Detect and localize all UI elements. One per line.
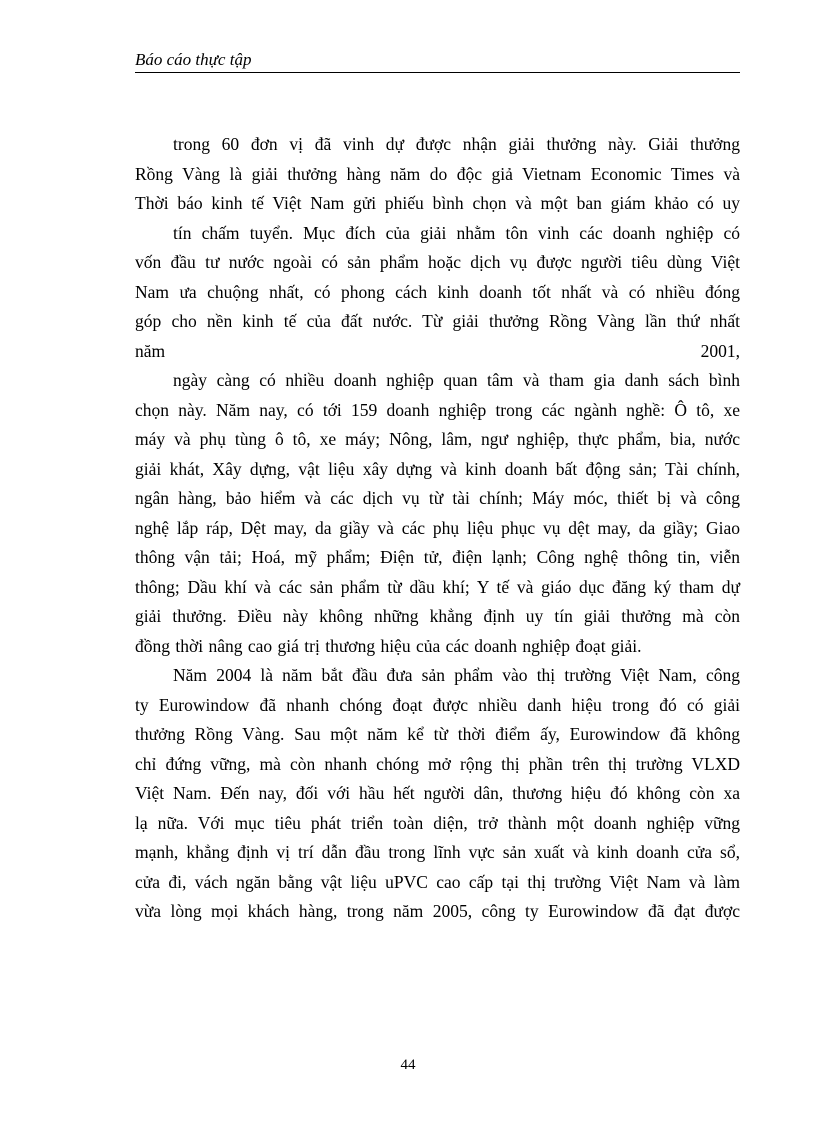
text-line: vốn đầu tư nước ngoài có sản phẩm hoặc dịch vụ được người tiêu dùng Việt (135, 252, 740, 272)
text-line: góp cho nền kinh tế của đất nước. Từ giải thưởng Rồng Vàng lần thứ nhất (135, 311, 740, 331)
text-line: năm 2001, (135, 340, 740, 361)
text-line: máy và phụ tùng ô tô, xe máy; Nông, lâm, ngư nghiệp, thực phẩm, bia, nước (135, 429, 740, 449)
text-line: chỉ đứng vững, mà còn nhanh chóng mở rộng thị phần trên thị trường VLXD (135, 753, 740, 774)
text-line: ngân hàng, bảo hiểm và các dịch vụ từ tài chính; Máy móc, thiết bị và công (135, 488, 740, 508)
text-line: Rồng Vàng là giải thưởng hàng năm do độc giả Vietnam Economic Times và (135, 163, 740, 184)
text-line: chọn này. Năm nay, có tới 159 doanh nghiệp trong các ngành nghề: Ô tô, xe (135, 399, 740, 420)
text-line: mạnh, khẳng định vị trí dẫn đầu trong lĩnh vực sản xuất và kinh doanh cửa sổ, (135, 842, 740, 862)
text-line: ty Eurowindow đã nhanh chóng đoạt được nhiều danh hiệu trong đó có giải (135, 694, 740, 715)
page-header (135, 50, 740, 73)
text-line: nghệ lắp ráp, Dệt may, da giầy và các phụ liệu phục vụ dệt may, da giầy; Giao (135, 517, 740, 538)
text-line: ngày càng có nhiều doanh nghiệp quan tâm và tham gia danh sách bình (173, 370, 740, 390)
text-line: thông; Dầu khí và các sản phẩm từ dầu khí; Y tế và giáo dục đăng ký tham dự (135, 576, 740, 597)
text-line: Thời báo kinh tế Việt Nam gửi phiếu bình chọn và một ban giám khảo có uy (135, 193, 740, 213)
text-line: cửa đi, vách ngăn bằng vật liệu uPVC cao cấp tại thị trường Việt Nam và làm (135, 871, 740, 892)
text-line: giải khát, Xây dựng, vật liệu xây dựng và kinh doanh bất động sản; Tài chính, (135, 458, 740, 479)
header-title: Báo cáo thực tập (135, 50, 252, 69)
text-line: trong 60 đơn vị đã vinh dự được nhận giải thưởng này. Giải thưởng (173, 134, 740, 154)
text-line: thưởng Rồng Vàng. Sau một năm kể từ thời điểm ấy, Eurowindow đã không (135, 724, 740, 744)
text-line: thông vận tải; Hoá, mỹ phẩm; Điện tử, điện lạnh; Công nghệ thông tin, viễn (135, 547, 740, 567)
text-line: vừa lòng mọi khách hàng, trong năm 2005, công ty Eurowindow đã đạt được (135, 901, 740, 921)
text-line: lạ nữa. Với mục tiêu phát triển toàn diện, trở thành một doanh nghiệp vững (135, 812, 740, 833)
page-number: 44 (400, 1057, 416, 1073)
text-line: Năm 2004 là năm bắt đầu đưa sản phẩm vào thị trường Việt Nam, công (173, 665, 740, 685)
text-line: Việt Nam. Đến nay, đối với hầu hết người dân, thương hiệu đó không còn xa (135, 783, 740, 803)
text-line: tín chấm tuyển. Mục đích của giải nhằm tôn vinh các doanh nghiệp có (173, 222, 740, 243)
text-line: Nam ưa chuộng nhất, có phong cách kinh doanh tốt nhất và có nhiều đóng (135, 281, 740, 302)
text-line: giải thưởng. Điều này không những khẳng định uy tín giải thưởng mà còn (135, 606, 740, 626)
body-text (135, 130, 740, 927)
text-line: đồng thời nâng cao giá trị thương hiệu của các doanh nghiệp đoạt giải. (135, 635, 642, 656)
